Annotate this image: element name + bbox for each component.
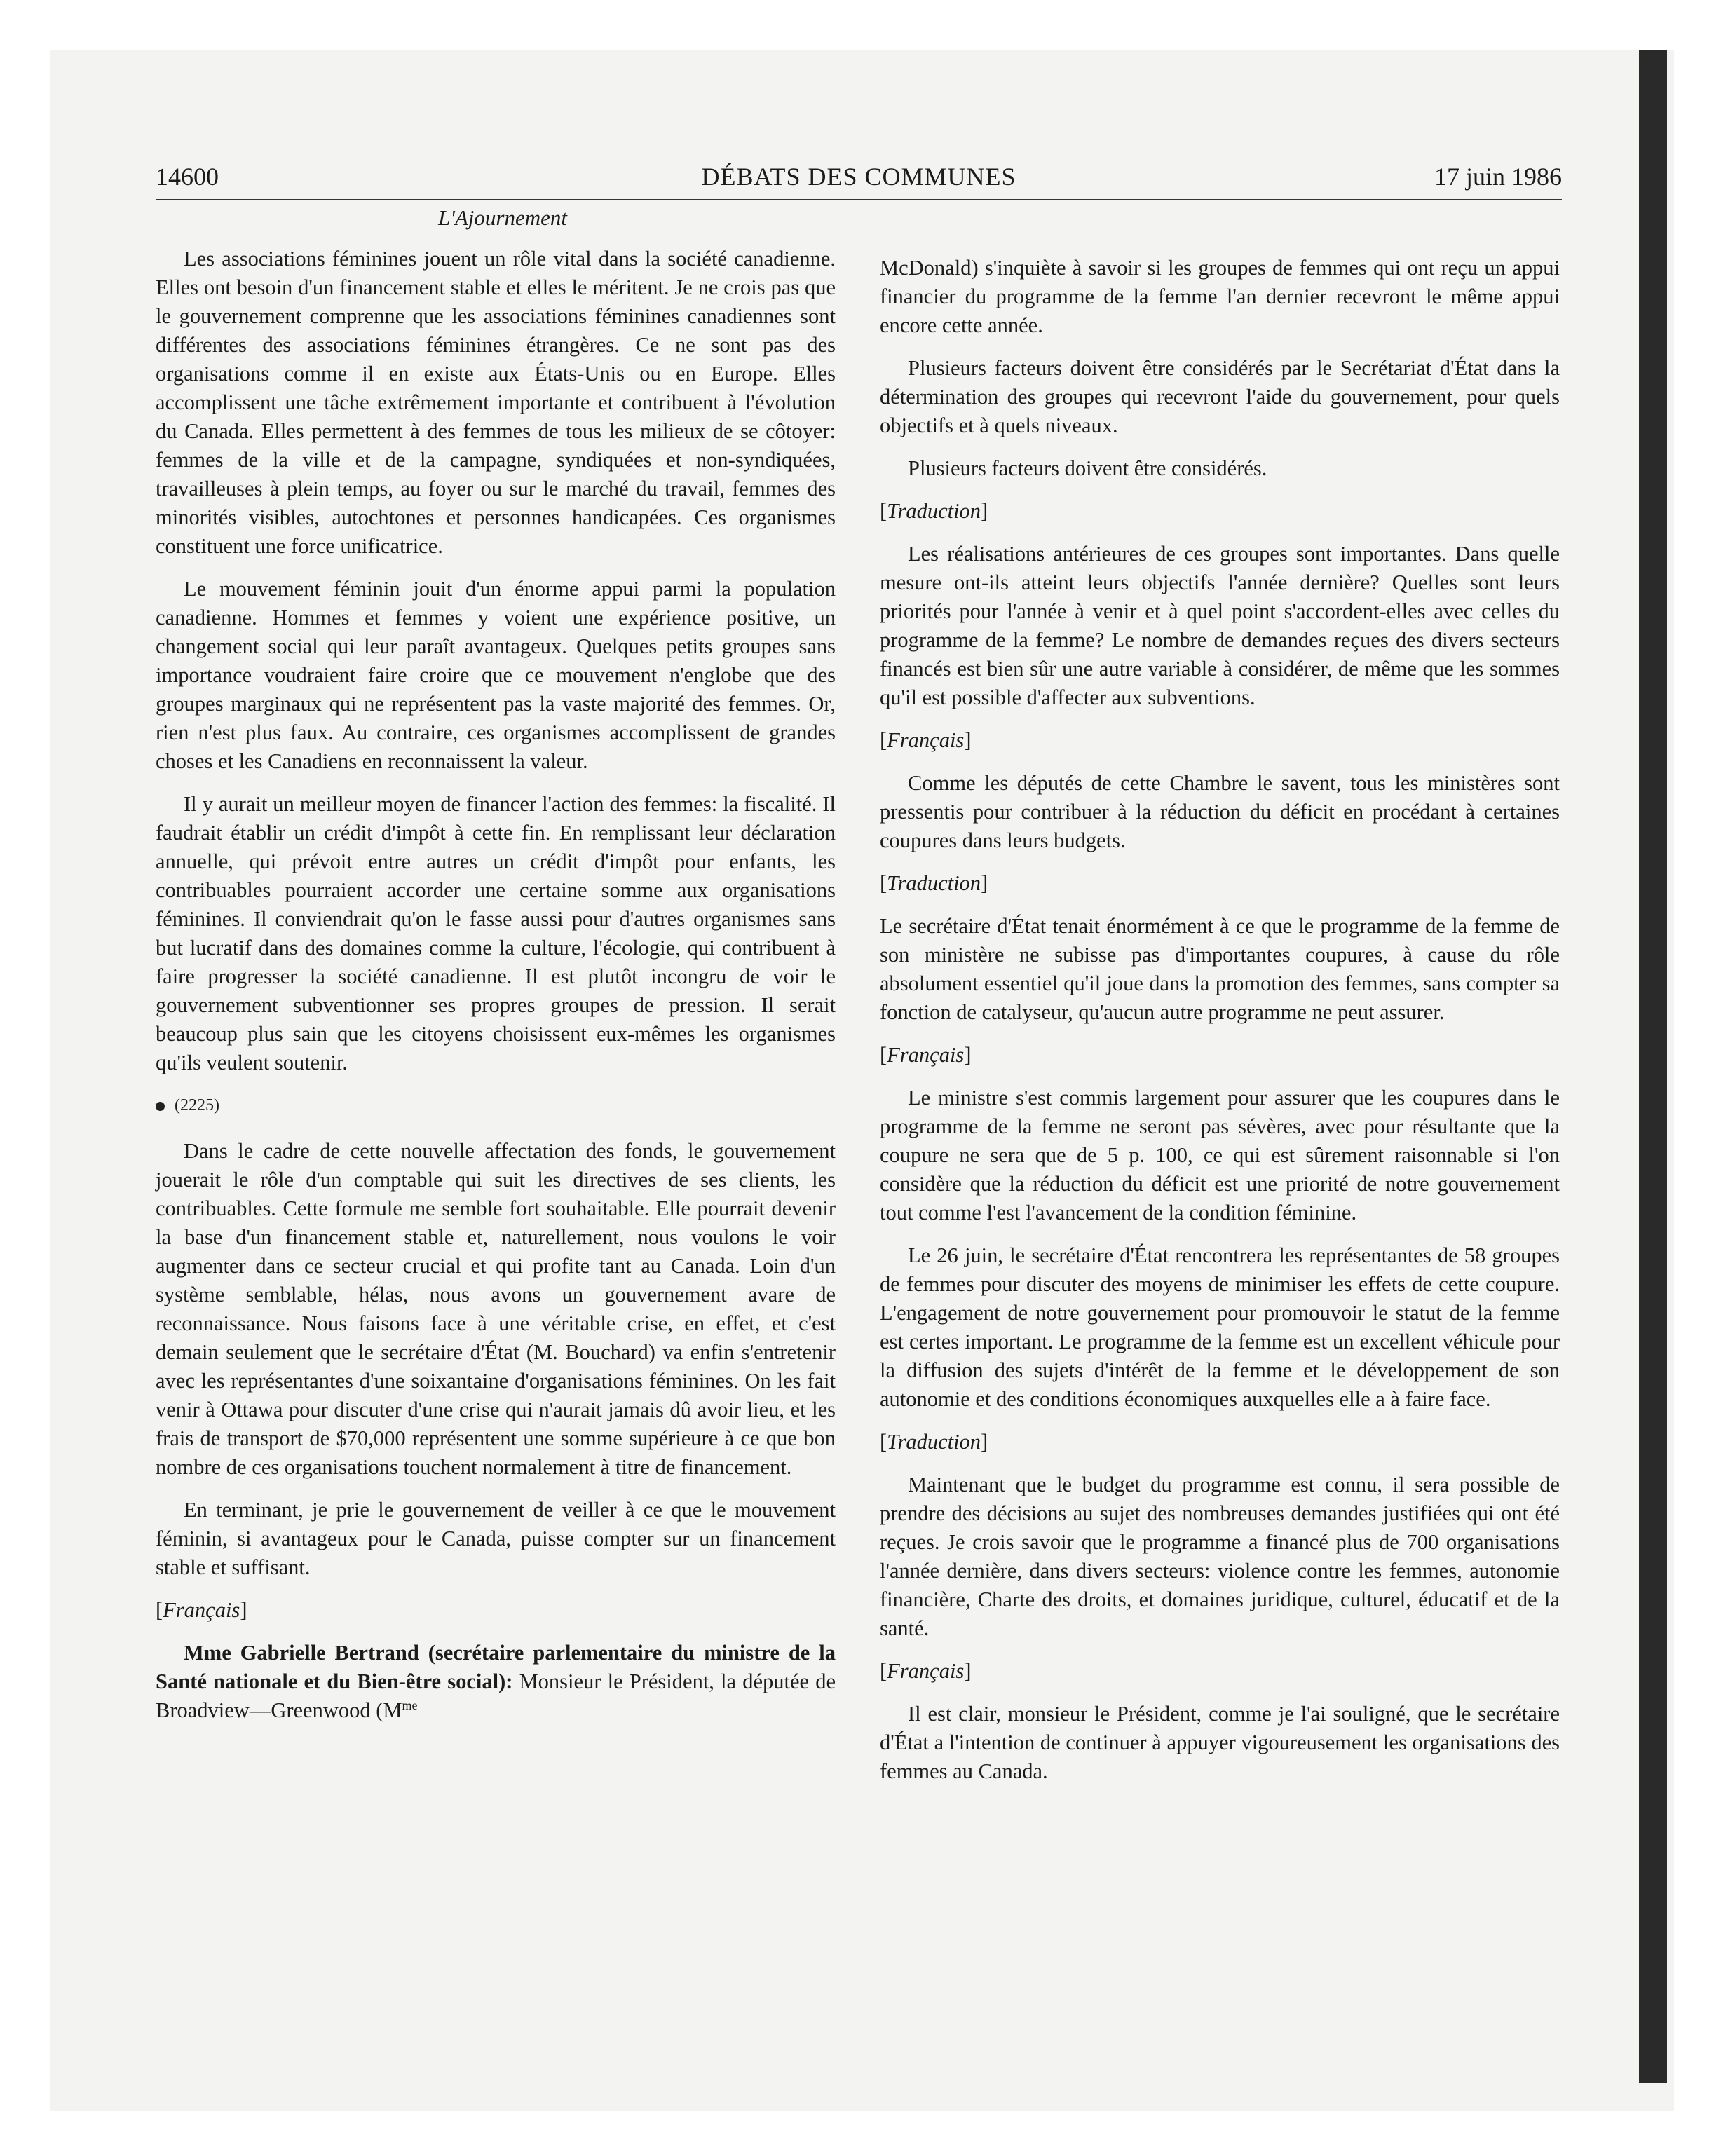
language-tag-text: Français bbox=[887, 1659, 965, 1683]
speaker-name: Mme Gabrielle Bertrand (secrétaire parlementaire du ministre de la Santé nationale et du Bien-être social): bbox=[156, 1641, 836, 1693]
paragraph: Le 26 juin, le secrétaire d'État rencontrera les représentantes de 58 groupes de femmes pour discuter des moyens de minimiser les effets de cette coupure. L'engagement de notre gouvernement pour promouvoir le statut de la femme est certes important. Le programme de la femme est un excellent véhicule pour la diffusion des sujets d'intérêt de la femme et le développement de son autonomie et des conditions économiques auxquelles elle a à faire face. bbox=[880, 1243, 1560, 1411]
time-marker bbox=[156, 1091, 836, 1120]
left-column bbox=[156, 203, 836, 1739]
scan-edge-shadow bbox=[1639, 50, 1667, 2083]
paragraph: Plusieurs facteurs doivent être considérés. bbox=[908, 456, 1267, 480]
superscript: me bbox=[402, 1698, 418, 1712]
paragraph: Il y aurait un meilleur moyen de financer l'action des femmes: la fiscalité. Il faudrait établir un crédit d'impôt à cette fin. En remplissant leur déclaration annuelle, qui prévoit entre autres un crédit d'impôt pour enfants, les contribuables pourraient accorder une certaine somme aux organisations féminines. Il conviendrait qu'on le fasse aussi pour d'autres organismes sans but lucratif dans des domaines comme la culture, l'écologie, qui contribuent à faire progresser la société canadienne. Il est plutôt incongru de voir le gouvernement subventionner ses propres groupes de pression. Il serait beaucoup plus sain que les citoyens choisissent eux-mêmes les organismes qu'ils veulent soutenir. bbox=[156, 792, 836, 1074]
paragraph: Il est clair, monsieur le Président, comme je l'ai souligné, que le secrétaire d'État a l'intention de continuer à appuyer vigoureusement les organisations des femmes au Canada. bbox=[880, 1702, 1560, 1783]
language-tag: [Traduction] bbox=[880, 499, 988, 523]
language-tag-text: Français bbox=[887, 1043, 965, 1067]
paragraph: Dans le cadre de cette nouvelle affectation des fonds, le gouvernement jouerait le rôle d'un comptable qui suit les directives de ses clients, les contribuables. Cette formule me semble fort souhaitable. Elle pourrait devenir la base d'un financement stable et, naturellement, nous voulons le voir augmenter dans ce secteur crucial et qui profite tant au Canada. Loin d'un système semblable, hélas, nous avons un gouvernement avare de reconnaissance. Nous faisons face à une véritable crise, en effet, et c'est demain seulement que le secrétaire d'État (M. Bouchard) va enfin s'entretenir avec les représentantes d'une soixantaine d'organisations féminines. On les fait venir à Ottawa pour discuter d'une crise qui n'aurait jamais dû avoir lieu, et les frais de transport de $70,000 représentent une somme supérieure à ce que bon nombre de ces organisations touchent normalement à titre de financement. bbox=[156, 1139, 836, 1479]
language-tag-text: Traduction bbox=[887, 871, 981, 895]
paragraph: McDonald) s'inquiète à savoir si les groupes de femmes qui ont reçu un appui financier du programme de la femme l'an dernier recevront le même appui encore cette année. bbox=[880, 256, 1560, 337]
publication-title: DÉBATS DES COMMUNES bbox=[701, 163, 1016, 191]
language-tag: [Traduction] bbox=[880, 871, 988, 895]
page-number: 14600 bbox=[156, 163, 219, 191]
section-heading: L'Ajournement bbox=[437, 205, 567, 230]
paragraph: Le mouvement féminin jouit d'un énorme appui parmi la population canadienne. Hommes et femmes y voient une expérience positive, un changement social qui leur paraît avantageux. Quelques petits groupes sans importance voudraient faire croire que ce mouvement n'englobe que des groupes marginaux qui ne représentent pas la vaste majorité des femmes. Or, rien n'est plus faux. Au contraire, ces organismes accomplissent de grandes choses et les Canadiens en reconnaissent la valeur. bbox=[156, 577, 836, 773]
language-tag: [Français] bbox=[156, 1598, 247, 1622]
paragraph: Le secrétaire d'État tenait énormément à ce que le programme de la femme de son ministère ne subisse pas d'importantes coupures, à cause du rôle absolument essentiel qu'il joue dans la promotion des femmes, sans compter sa fonction de catalyseur, qu'aucun autre programme ne peut assurer. bbox=[880, 914, 1560, 1024]
paragraph: Les associations féminines jouent un rôle vital dans la société canadienne. Elles ont besoin d'un financement stable et elles le méritent. Je ne crois pas que le gouvernement comprenne que les associations féminines canadiennes sont différentes des associations féminines étrangères. Ce ne sont pas des organisations comme il en existe aux États-Unis ou en Europe. Elles accomplissent une tâche extrêmement importante et contribuent à l'évolution du Canada. Elles permettent à des femmes de tous les milieux de se côtoyer: femmes de la ville et de la campagne, syndiquées et non-syndiquées, travailleuses à plein temps, au foyer ou sur le marché du travail, femmes des minorités visibles, autochtones et personnes handicapées. Ces organismes constituent une force unificatrice. bbox=[156, 247, 836, 558]
language-tag-text: Traduction bbox=[887, 499, 981, 523]
paragraph: Les réalisations antérieures de ces groupes sont importantes. Dans quelle mesure ont-ils atteint leurs objectifs l'année dernière? Quelles sont leurs priorités pour l'année à venir et à quel point s'accordent-elles avec celles du programme de la femme? Le nombre de demandes reçues des divers secteurs financés est bien sûr une autre variable à considérer, de même que les sommes qu'il est possible d'affecter aux subventions. bbox=[880, 542, 1560, 709]
paragraph: Le ministre s'est commis largement pour assurer que les coupures dans le programme de la femme ne seront pas sévères, avec pour résultante que la coupure ne sera que de 5 p. 100, ce qui est sûrement raisonnable si l'on considère que la réduction du déficit est une priorité de notre gouvernement tout comme l'est l'avancement de la condition féminine. bbox=[880, 1086, 1560, 1224]
language-tag: [Français] bbox=[880, 728, 972, 752]
paragraph: Plusieurs facteurs doivent être considérés par le Secrétariat d'État dans la détermination des groupes qui recevront l'aide du gouvernement, pour quels objectifs et à quels niveaux. bbox=[880, 356, 1560, 437]
page-header bbox=[156, 160, 1562, 200]
language-tag: [Traduction] bbox=[880, 1430, 988, 1454]
time-marker-text: (2225) bbox=[175, 1096, 219, 1114]
bullet-icon bbox=[156, 1102, 165, 1111]
speaker-paragraph bbox=[156, 1639, 836, 1725]
language-tag-text: Français bbox=[163, 1598, 240, 1622]
language-tag-text: Traduction bbox=[887, 1430, 981, 1454]
publication-date: 17 juin 1986 bbox=[1434, 163, 1562, 191]
paragraph: Maintenant que le budget du programme est connu, il sera possible de prendre des décisions au sujet des nombreuses demandes justifiées qui ont été reçues. Je crois savoir que le programme a financé plus de 700 organisations l'année dernière, dans divers secteurs: violence contre les femmes, autonomie financière, Charte des droits, et domaines juridique, culturel, éducatif et de la santé. bbox=[880, 1473, 1560, 1640]
language-tag: [Français] bbox=[880, 1043, 972, 1067]
language-tag: [Français] bbox=[880, 1659, 972, 1683]
right-column bbox=[880, 254, 1560, 1800]
language-tag-text: Français bbox=[887, 728, 965, 752]
paragraph: En terminant, je prie le gouvernement de veiller à ce que le mouvement féminin, si avantageux pour le Canada, puisse compter sur un financement stable et suffisant. bbox=[156, 1498, 836, 1579]
speech-text: Monsieur le Président, la députée de Broadview—Greenwood (M bbox=[156, 1670, 836, 1722]
paragraph: Comme les députés de cette Chambre le savent, tous les ministères sont pressentis pour contribuer à la réduction du déficit en procédant à certaines coupures dans leurs budgets. bbox=[880, 771, 1560, 852]
